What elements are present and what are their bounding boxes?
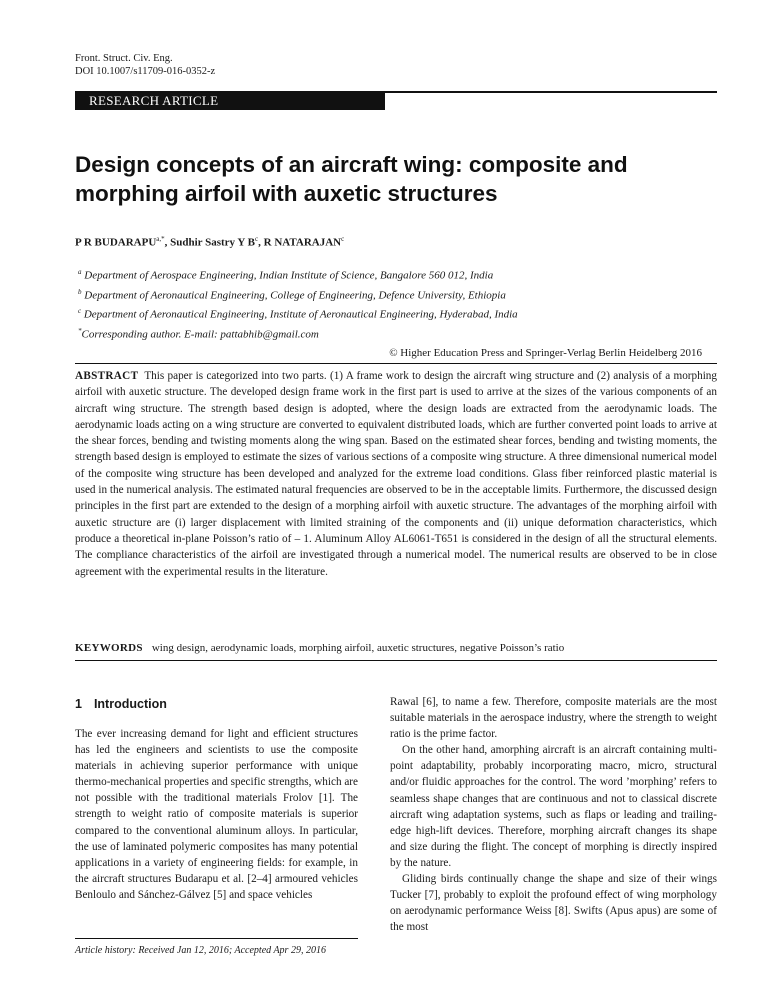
- abstract-label: ABSTRACT: [75, 370, 139, 382]
- affiliation-item: $^a$ Department of Aerospace Engineering, Indian Institute of Science, Bangalore 560 012, India: [78, 268, 494, 282]
- keywords: [75, 642, 564, 654]
- author-affiliation-mark: c: [255, 235, 259, 243]
- paragraph: Rawal [6], to name a few. Therefore, composite materials are the most suitable materials in the aerospace industry, where the strength to weight ratio is the prime factor.: [390, 696, 717, 741]
- paragraph: On the other hand, amorphing aircraft is an aircraft containing multi-point adaptability, probably incorporating macro, micro, structural and/or fluidic approaches for the control. The word ’morphing’ refers to seamless shape changes that are continuous and not to classical discrete aircraft wing adaptation systems, such as flaps or leading and trailing-edge high-lift devices. Therefore, morphing aircraft changes its shape and size during the flight. The concept of morphing is directly inspired by the nature.: [390, 744, 717, 869]
- author-affiliation-mark: c: [341, 235, 345, 243]
- affiliation-item: $^c$ Department of Aeronautical Engineering, Institute of Aeronautical Engineering, Hyderabad, India: [78, 307, 518, 321]
- article-type-label: RESEARCH ARTICLE: [89, 93, 219, 108]
- paragraph: The ever increasing demand for light and efficient structures has led the engineers and scientists to use the composite materials in achieving superior performance with unique thermo-mechanical properties and specific strengths, which are not possible with the traditional materials Frolov [1]. The strength to weight ratio of composite materials is superior compared to the conventional aluminum alloys. In particular, the use of laminated polymeric composites has many potential applications in a variety of engineering fields: for example, in the aircraft structures Budarapu et al. [2–4] armoured vehicles Benloulo and Sánchez-Gálvez [5] and space vehicles: [75, 728, 358, 901]
- copyright-notice: © Higher Education Press and Springer-Verlag Berlin Heidelberg 2016: [389, 347, 702, 359]
- keywords-label: KEYWORDS: [75, 642, 143, 654]
- author-name: P R BUDARAPU: [75, 236, 157, 249]
- author-affiliation-mark: a,*: [156, 235, 165, 243]
- corresponding-author: *Corresponding author. E-mail: pattabhib@gmail.com: [78, 326, 319, 341]
- section-number: 1: [75, 697, 82, 711]
- footnote-rule: [75, 938, 358, 939]
- keywords-text: wing design, aerodynamic loads, morphing airfoil, auxetic structures, negative Poisson’s ratio: [151, 642, 565, 654]
- abstract-text: This paper is categorized into two parts. (1) A frame work to design the aircraft wing structure and (2) analysis of a morphing airfoil with auxetic structure. The developed design frame work in the first part is used to arrive at the sizes of the various components of an aircraft wing structure. The strength based design is adopted, where the design loads are extracted from the aerodynamic loads. The aerodynamic loads acting on a wing structure are converted to equivalent distributed loads, which are further converted point loads to arrive at the shear forces, bending and twisting moments along the wing span. Based on the estimated shear forces, bending and twisting moments, the strength based design is employed to estimate the sizes of various sections of a composite wing structure. A three dimensional numerical model of the composite wing structure has been developed and analyzed for the extreme load conditions. Glass fiber reinforced plastic material is used in the numerical analysis. The estimated natural frequencies are observed to be in the acceptable limits. Furthermore, the discussed design principles in the first part are extended to the design of a morphing airfoil with auxetic structure. The advantages of the morphing airfoil with auxetic structure are (i) larger displacement with limited straining of the components and (ii) unique deformation characteristics, which produce a theoretical in-plane Poisson’s ratio of – 1. Aluminum Alloy AL6061-T651 is considered in the design of all the structural elements. The compliance characteristics of the airfoil are investigated through a numerical model. The numerical results are observed to be in close agreement with the experimental results in the literature.: [75, 370, 717, 578]
- author-name: Sudhir Sastry Y B: [170, 236, 256, 249]
- journal-name: Front. Struct. Civ. Eng.: [75, 53, 173, 64]
- paragraph: Gliding birds continually change the shape and size of their wings Tucker [7], probably to exploit the profound effect of wing morphology on aerodynamic performance Weiss [8]. Swifts (Apus apus) are some of the most: [390, 873, 717, 934]
- affiliation-item: $^b$ Department of Aeronautical Engineering, College of Engineering, Defence University, Ethiopia: [78, 287, 506, 302]
- section-title: Introduction: [93, 697, 167, 711]
- affiliation-list: [78, 264, 518, 343]
- article-type-banner: [75, 91, 385, 110]
- abstract-top-rule: [75, 363, 717, 364]
- author-name: R NATARAJAN: [263, 236, 342, 249]
- journal-doi: DOI 10.1007/s11709-016-0352-z: [75, 66, 216, 77]
- body-column-right: [390, 694, 717, 935]
- article-title: Design concepts of an aircraft wing: composite and morphing airfoil with auxetic structures: [75, 152, 628, 206]
- author-list: P R $BUDARAPU^{a,*}$, Sudhir Sastry Y $B^c$, R NATARAJAN$^c$: [75, 235, 345, 249]
- article-history: Article history: Received Jan 12, 2016; Accepted Apr 29, 2016: [75, 945, 326, 956]
- abstract: [75, 368, 717, 580]
- section-heading: [75, 697, 167, 711]
- header-rule: [385, 91, 717, 93]
- abstract-bottom-rule: [75, 660, 717, 661]
- body-column-left: [75, 726, 358, 903]
- journal-header: [75, 52, 215, 78]
